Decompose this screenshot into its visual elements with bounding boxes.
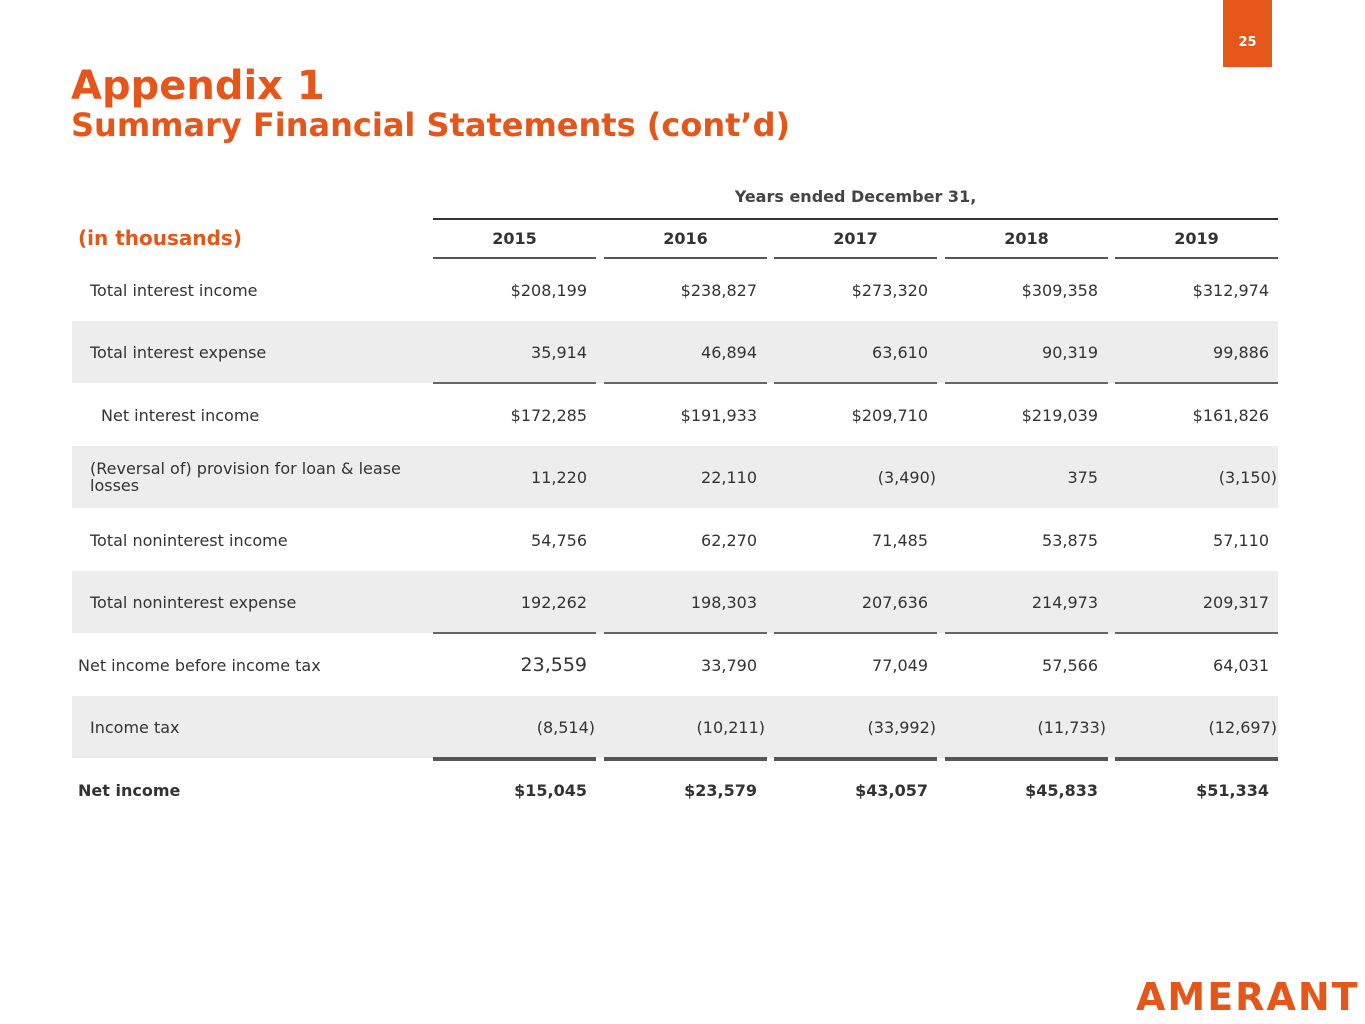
- year-header-2015: 2015: [492, 229, 537, 248]
- cell-value: (12,697): [1208, 717, 1277, 737]
- row-label: Total noninterest expense: [90, 592, 297, 612]
- units-label: (in thousands): [78, 226, 242, 250]
- cell-value: (3,150): [1218, 467, 1277, 487]
- cell-value: 198,303: [690, 592, 757, 612]
- amerant-logo: AMERANT: [1136, 975, 1360, 1019]
- cell-value: 375: [1067, 467, 1098, 487]
- cell-value: 63,610: [872, 342, 928, 362]
- row-label: (Reversal of) provision for loan & lease losses: [90, 459, 401, 495]
- row-label: Net income: [78, 780, 181, 800]
- cell-value: 23,559: [520, 654, 587, 676]
- cell-value: 99,886: [1213, 342, 1269, 362]
- row-label: Income tax: [90, 717, 180, 737]
- cell-value: 64,031: [1213, 655, 1269, 675]
- cell-value: $43,057: [855, 780, 928, 800]
- table-row: [72, 259, 1278, 321]
- page-subtitle: Summary Financial Statements (cont’d): [71, 106, 791, 144]
- page-number: 25: [1223, 0, 1272, 67]
- cell-value: (10,211): [696, 717, 765, 737]
- cell-value: $15,045: [514, 780, 587, 800]
- row-label: Total interest expense: [90, 342, 267, 362]
- cell-value: 62,270: [701, 530, 757, 550]
- cell-value: 207,636: [861, 592, 928, 612]
- cell-value: (33,992): [867, 717, 936, 737]
- cell-value: $219,039: [1021, 405, 1098, 425]
- cell-value: 46,894: [701, 342, 757, 362]
- cell-value: 57,110: [1213, 530, 1269, 550]
- header-top-rule: [433, 218, 1278, 220]
- cell-value: $209,710: [851, 405, 928, 425]
- cell-value: $273,320: [851, 280, 928, 300]
- cell-value: $51,334: [1196, 780, 1269, 800]
- cell-value: (11,733): [1037, 717, 1106, 737]
- cell-value: $312,974: [1192, 280, 1269, 300]
- cell-value: (8,514): [536, 717, 595, 737]
- row-label: Total interest income: [90, 280, 258, 300]
- cell-value: 33,790: [701, 655, 757, 675]
- row-label: Net income before income tax: [78, 655, 321, 675]
- cell-value: 214,973: [1031, 592, 1098, 612]
- row-label: Net interest income: [101, 405, 260, 425]
- cell-value: 209,317: [1202, 592, 1269, 612]
- cell-value: $208,199: [510, 280, 587, 300]
- year-header-2017: 2017: [833, 229, 878, 248]
- table-row: [72, 759, 1278, 821]
- cell-value: 35,914: [531, 342, 587, 362]
- cell-value: (3,490): [877, 467, 936, 487]
- page-title: Appendix 1: [71, 63, 325, 109]
- cell-value: $309,358: [1021, 280, 1098, 300]
- cell-value: 53,875: [1042, 530, 1098, 550]
- cell-value: 54,756: [531, 530, 587, 550]
- year-header-2018: 2018: [1004, 229, 1049, 248]
- cell-value: 11,220: [531, 467, 587, 487]
- cell-value: 192,262: [520, 592, 587, 612]
- cell-value: $23,579: [684, 780, 757, 800]
- cell-value: 22,110: [701, 467, 757, 487]
- year-header-2019: 2019: [1174, 229, 1219, 248]
- cell-value: $172,285: [510, 405, 587, 425]
- year-header-2016: 2016: [663, 229, 708, 248]
- table-row: [72, 321, 1278, 383]
- table-row: [72, 446, 1278, 508]
- table-row: [72, 696, 1278, 758]
- table-row: [72, 384, 1278, 446]
- cell-value: $161,826: [1192, 405, 1269, 425]
- cell-value: $191,933: [680, 405, 757, 425]
- cell-value: 77,049: [872, 655, 928, 675]
- years-header: Years ended December 31,: [734, 187, 977, 206]
- cell-value: $45,833: [1025, 780, 1098, 800]
- row-label: Total noninterest income: [90, 530, 288, 550]
- cell-value: 90,319: [1042, 342, 1098, 362]
- table-row: [72, 509, 1278, 571]
- table-row: [72, 634, 1278, 696]
- cell-value: $238,827: [680, 280, 757, 300]
- cell-value: 57,566: [1042, 655, 1098, 675]
- table-row: [72, 571, 1278, 633]
- cell-value: 71,485: [872, 530, 928, 550]
